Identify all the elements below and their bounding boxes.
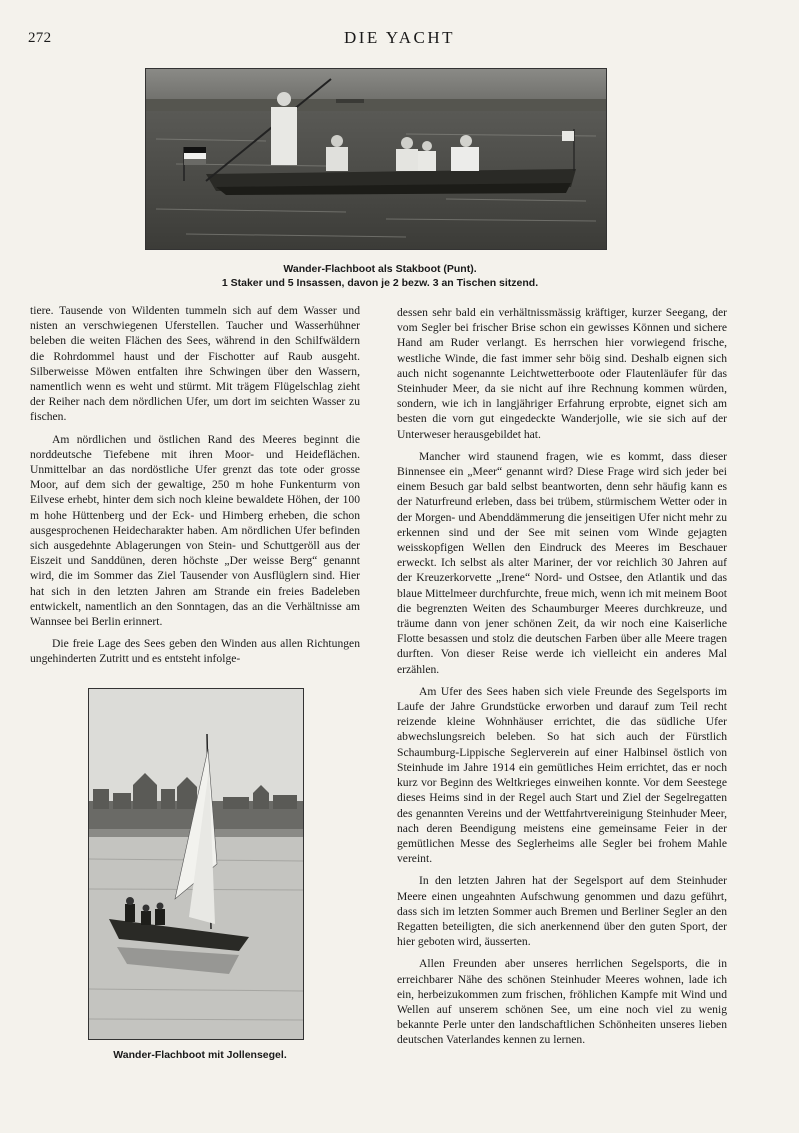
photo-punt-boat bbox=[145, 68, 607, 250]
page-number: 272 bbox=[28, 30, 52, 46]
right-paragraph-5: Allen Freunden aber unseres herrlichen Segelsports, die in erreichbarer Nähe des schönen Steinhuder Meeres wohnen, lade ich ein, herbeizukommen zum frischen, fröhlichen Kampfe mit Wind und Wellen auf unserem schönen See, um eine noch viel zu wenig bekannte Perle unter den landschaftlichen Schönheiten unseres lieben deutschen Vaterlandes kennen zu lernen. bbox=[397, 957, 727, 1047]
caption-top-line1: Wander-Flachboot als Stakboot (Punt). bbox=[283, 263, 477, 275]
left-paragraph-2: Am nördlichen und östlichen Rand des Meeres beginnt die norddeutsche Tiefebene mit ihren Moor- und Heideflächen. Unmittelbar an das nordöstliche Ufer grenzt das tote oder grosse Moor, auf dem sich der gewaltige, 250 m hohe Funkenturm von Eilvese erhebt, hinter dem sich noch kleine bewaldete Höhen, der 100 m hohe Hüttenberg und der Eck- und Himberg erheben, die schon ausgesprochenen Heidecharakter haben. Am nördlichen Ufer befinden sich ausgedehnte Ablagerungen von Stein- und Schuttgeröll aus der Eiszeit und Sanddünen, deren höchste „Der weisse Berg“ genannt wird, die im Sommer das Ziel Tausender von Ausflüglern sind. Hier hat sich in den letzten Jahren am Strande ein freies Badeleben entwickelt, namentlich an den Sonntagen, das an die Verhältnisse am Wannsee bei Berlin erinnert. bbox=[30, 432, 360, 629]
right-paragraph-4: In den letzten Jahren hat der Segelsport auf dem Steinhuder Meere einen ungeahnten Aufschwung genommen und dazu geführt, dass sich im letzten Sommer auch Bremen und Berliner Segler an den Regatten beteiligten, die sich anerkennend über den guten Sport, der hier geboten wird, äusserten. bbox=[397, 874, 727, 949]
left-paragraph-3: Die freie Lage des Sees geben den Winden aus allen Richtungen ungehinderten Zutritt und es entsteht infolge- bbox=[30, 637, 360, 666]
right-column bbox=[397, 305, 727, 1055]
caption-top-line2: 1 Staker und 5 Insassen, davon je 2 bezw. 3 an Tischen sitzend. bbox=[221, 277, 539, 289]
left-column bbox=[30, 303, 360, 674]
photo-sailing-dinghy bbox=[88, 688, 304, 1040]
punt-boat-illustration bbox=[146, 69, 606, 249]
sailing-dinghy-illustration bbox=[89, 689, 303, 1039]
right-paragraph-2: Mancher wird staunend fragen, wie es kommt, dass dieser Binnensee ein „Meer“ genannt wird? Diese Frage wird sich jeder bei einem Besuch gar bald selbst beantworten, denn sehr häufig kann es der Naturfreund erleben, dass bei trübem, stürmischem Wetter oder in der Morgen- und Abenddämmerung die jenseitigen Ufer nicht mehr zu erkennen sind und der See mit seinen vom Winde gejagten weisskopfigen Wellen den Eindruck des Meeres im Beschauer erweckt. Ich selbst als alter Mariner, der vor reichlich 30 Jahren auf der Kreuzerkorvette „Irene“ Nord- und Ostsee, den Atlantik und das blaue Mittelmeer durchfurchte, freue mich, wenn ich mit meinem Boot die begrenzten Weiten des Schaumburger Meeres durchkreuze, und träume dann von jener schönen Zeit, da wir noch eine Kaiserliche Flotte besassen und stolz die deutschen Farben über alle Meere tragen durften. Von dieser Reise werde ich vielleicht ein anderes Mal erzählen. bbox=[397, 449, 727, 676]
right-paragraph-1: dessen sehr bald ein verhältnissmässig kräftiger, kurzer Seegang, der vom Segler bei frischer Brise schon ein gewisses Können und sichere Hand am Ruder verlangt. Es herrschen hier vorwiegend frische, westliche Winde, die fast immer sehr böig sind. Deshalb eignen sich auch nicht sogenannte Leichtwetterboote oder Flautenläufer für das Steinhuder Meer, da sie nicht auf ihre Rechnung kommen würden, sondern, wie ich in langjähriger Erfahrung erprobte, eignet sich am besten die vorn gut eingedeckte Wanderjolle, wie sie sich auf der Unterweser herausgebildet hat. bbox=[397, 306, 727, 441]
left-paragraph-1: tiere. Tausende von Wildenten tummeln sich auf dem Wasser und nisten an verschwiegenen Uferstellen. Taucher und Wasserhühner beleben die weiten Flächen des Sees, während in den Schilfwäldern die Rohrdommel haust und der Fischotter auf Raub ausgeht. Silberweisse Möwen entfalten ihre Schwingen über den Wassern, namentlich wenn es weht und stürmt. Mit trägem Flügelschlag zieht der Reiher nach dem nördlichen Ufer, um dort im seichten Wasser zu fischen. bbox=[30, 304, 360, 424]
running-title: DIE YACHT bbox=[343, 28, 456, 47]
caption-top-figure bbox=[190, 262, 570, 290]
right-paragraph-3: Am Ufer des Sees haben sich viele Freunde des Segelsports im Laufe der Jahre Grundstücke erworben und darauf zum Teil recht reizende kleine Wohnhäuser errichtet, die das südliche Ufer abwechslungsreich beleben. So hat sich auch der Fürstlich Schaumburg-Lippische Seglerverein auf einer Halbinsel östlich von Steinhude im Jahre 1914 ein gemütliches Heim errichtet, das er noch kurz vor Beginn des Weltkrieges einweihen konnte. Vor dem Seestege dieses Heims sind in der Regel auch Start und Ziel der Segelregatten des genannten Vereins und der Wettfahrtvereinigung Steinhuder Meer, nach deren Beendigung meistens eine gemeinsame Feier in der gemütlichen Messe des Seglerheims alle Segler bei frohem Mahle vereint. bbox=[397, 684, 727, 866]
caption-bottom-figure: Wander-Flachboot mit Jollensegel. bbox=[113, 1049, 287, 1061]
